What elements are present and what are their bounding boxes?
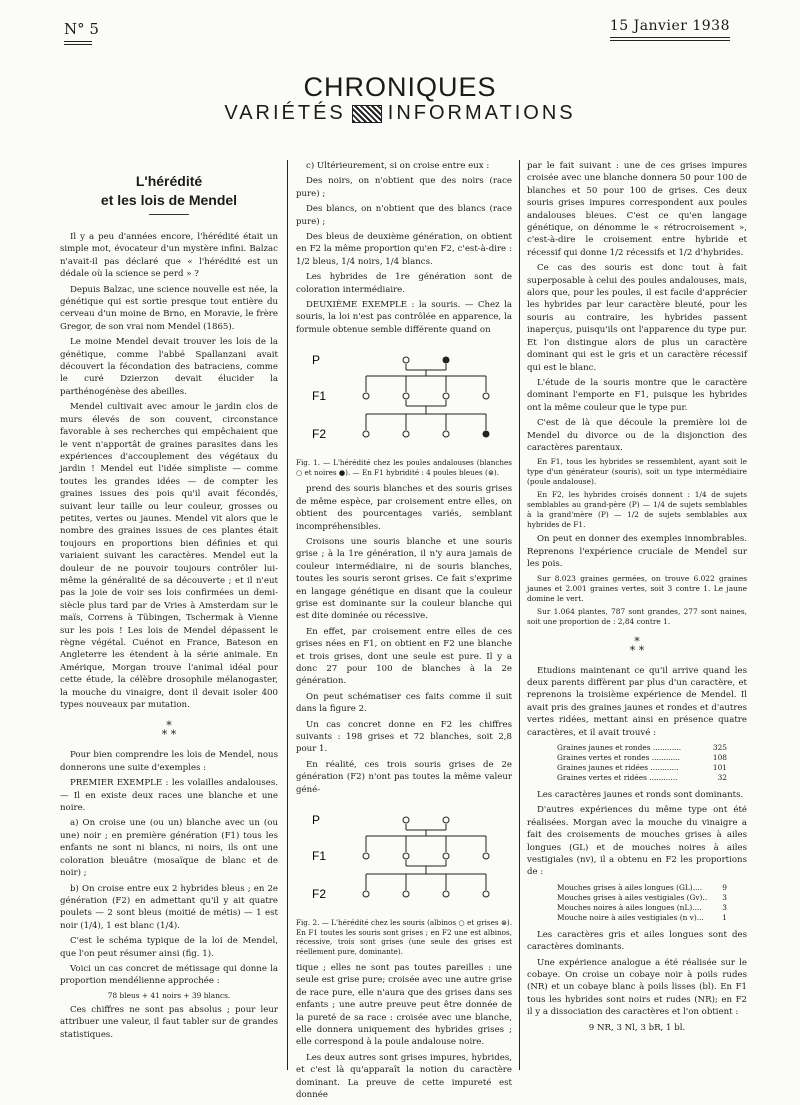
column-3 (527, 160, 747, 1037)
generation-label-f1: F1 (312, 389, 327, 404)
generation-label-f2: F2 (312, 427, 327, 442)
table-row: Mouches noires à ailes longues (nL).... 3 (557, 902, 727, 912)
paragraph: En effet, par croisement entre elles de ces grises nées en F1, on obtient en F2 une blanche et trois grises, dont une seule est pure. Il y a donc 27 pour 100 de blanches à la 2e génération. (296, 626, 512, 687)
table-row: Graines vertes et rondes ............ 108 (557, 753, 727, 762)
paragraph: DEUXIÈME EXEMPLE : la souris. — Chez la souris, la loi n'est pas contrôlée en apparence, la formule obtenue semble différente quand on (296, 300, 512, 335)
column-divider (287, 160, 288, 1070)
table-row: Graines jaunes et ridées ............ 101 (557, 763, 727, 772)
paragraph: Des bleus de deuxième génération, on obtient en F2 la même proportion qu'en F2, c'est-à-dire : 1/2 bleus, 1/4 noirs, 1/4 blancs. (296, 232, 512, 267)
paragraph: Le moine Mendel devait trouver les lois de la génétique, comme l'abbé Spallanzani avait découvert la fécondation des batraciens, comme le curé Dzierzon devait élucider la parthénogénèse des abeilles. (60, 337, 278, 397)
column-1 (60, 160, 278, 1044)
figure-2-caption: Fig. 2. — L'hérédité chez les souris (albinos ○ et grises ⊜). En F1 toutes les souris sont grises ; en F2 une est albinos, récessive, trois sont grises (une seule des grises est réellement pure, dominante). (296, 918, 512, 956)
paragraph: On peut schématiser ces faits comme il suit dans la figure 2. (296, 691, 512, 715)
example-figures: 78 bleus + 41 noirs + 39 blancs. (107, 990, 231, 1000)
paragraph: En F1, tous les hybrides se ressemblent, ayant soit le type d'un générateur (souris), soit un type intermédiaire (poule andalouse). (527, 457, 747, 487)
table-row: Mouches grises à ailes vestigiales (Gv).. 3 (557, 892, 727, 902)
paragraph: D'autres expériences du même type ont été réalisées. Morgan avec la mouche du vinaigre a fait des croisements de mouches grises à ailes longues (GL) et de mouches noires à ailes vestigiales (nv), il a obtenu en F2 les proportions de : (527, 805, 747, 878)
paragraph: Il y a peu d'années encore, l'hérédité était un simple mot, évocateur d'un mystère infini. Balzac n'avait-il pas déclaré que « l'hérédité est un dédale où la science se perd » ? (60, 232, 278, 280)
paragraph: tique ; elles ne sont pas toutes pareilles : une seule est grise pure; croisée avec une autre grise de race pure, elle n'aura que des grises dans ses enfants ; une autre preuve peut être donnée de la pureté de sa race : croisée avec une blanche, elle donnera uniquement des hybrides grises ; elle correspond à la poule andalouse noire. (296, 963, 512, 1048)
paragraph: Voici un cas concret de métissage qui donne la proportion mendélienne approchée : (60, 963, 278, 987)
figure-1-caption: Fig. 1. — L'hérédité chez les poules andalouses (blanches ○ et noires ●). — En F1 hybridité : 4 poules bleues (⊜). (296, 458, 512, 477)
flies-results-table (557, 883, 747, 923)
paragraph: Une expérience analogue a été réalisée sur le cobaye. On croise un cobaye noir à poils rudes (NR) et un cobaye blanc à poils lisses (bl). En F1 tous les hybrides sont noirs et rudes (NR); en F2 il y a dissociation des caractères et l'on obtient : (527, 957, 747, 1018)
paragraph: Les caractères jaunes et ronds sont dominants. (537, 790, 744, 800)
paragraph: Pour bien comprendre les lois de Mendel, nous donnerons une suite d'exemples : (60, 750, 278, 773)
paragraph: Croisons une souris blanche et une souris grise ; à la 1re génération, il n'y aura jamais de couleur intermédiaire, ni de souris blanches, toutes les souris seront grises. Ce fait s'exprime en langage génétique en disant que la couleur grise est dominante sur la couleur blanche qui est dite dominée ou récessive. (296, 536, 512, 622)
paragraph: C'est de là que découle la première loi de Mendel du divorce ou de la disjonction des caractères parentaux. (527, 418, 747, 453)
generation-label-f1: F1 (312, 849, 327, 864)
paragraph: Des blancs, on n'obtient que des blancs (race pure) ; (296, 204, 512, 227)
paragraph: En réalité, ces trois souris grises de 2e génération (F2) n'ont pas toutes la même valeur géné- (296, 759, 512, 795)
paragraph: On peut en donner des exemples innombrables. Reprenons l'expérience cruciale de Mendel sur les pois. (527, 534, 747, 570)
column-2 (296, 160, 512, 1105)
column-divider (519, 160, 520, 1070)
paragraph: Les hybrides de 1re génération sont de coloration intermédiaire. (296, 272, 512, 295)
issue-number: N° 5 (64, 20, 99, 45)
issue-date: 15 Janvier 1938 (610, 18, 730, 41)
paragraph: prend des souris blanches et des souris grises de même espèce, par croisement entre elles, on obtient des pourcentages variés, semblant incompréhensibles. (296, 484, 512, 532)
table-row: Mouche noire à ailes vestigiales (n v)... 1 (557, 912, 727, 922)
figure-1-diagram (296, 342, 512, 454)
paragraph: Les caractères gris et ailes longues sont des caractères dominants. (527, 929, 747, 953)
parent-black-hen (443, 357, 449, 363)
generation-label-f2: F2 (312, 887, 327, 902)
paragraph: En F2, les hybrides croisés donnent : 1/4 de sujets semblables au grand-père (P) — 1/4 de sujets semblables à la grand'mère (P) — 1/2 de sujets semblables aux hybrides de F1. (527, 490, 747, 530)
paragraph: par le fait suivant : une de ces grises impures croisée avec une blanche donnera 50 pour 100 de blanches et 50 pour 100 de grises. Ces deux souris grises impures correspondent aux poules andalouses bleues. C'est ce qu'en langage génétique, on dénomme le « rétrocroisement », c'est-à-dire le croisement entre hybride et récessif qui donne 1/2 récessifs et 1/2 d'hybrides. (527, 161, 747, 258)
section-separator: * * * (629, 634, 645, 657)
paragraph: Etudions maintenant ce qu'il arrive quand les deux parents diffèrent par plus d'un caractère, et reprenons la troisième expérience de Mendel. Il avait pris des graines jaunes et rondes et d'autres vertes ridées, mettant ainsi en présence quatre caractères, et il avait trouvé : (527, 665, 747, 738)
paragraph: Les deux autres sont grises impures, hybrides, et c'est là qu'apparaît la notion du caractère dominant. La preuve de cette impureté est donnée (296, 1052, 512, 1101)
paragraph: L'étude de la souris montre que le caractère dominant l'emporte en F1, puisque les hybrides ont la même couleur que le type pur. (527, 377, 747, 413)
parent-white-hen (403, 357, 409, 363)
figure-2-diagram (296, 802, 512, 914)
section-separator: * * * (161, 719, 177, 742)
masthead-title: CHRONIQUES (303, 72, 497, 102)
paragraph: Depuis Balzac, une science nouvelle est née, la génétique qui est sortie presque tout entière du cerveau d'un moine de Brno, en Moravie, le frère Gregor, de son vrai nom Mendel (1865). (60, 284, 278, 332)
cobaye-results: 9 NR, 3 Nl, 3 bR, 1 bl. (588, 1022, 686, 1033)
table-row: Mouches grises à ailes longues (GL).... 9 (557, 882, 727, 892)
article-title: L'hérédité et les lois de Mendel (100, 173, 238, 208)
masthead-subtitle: VARIÉTÉS INFORMATIONS (224, 102, 576, 124)
table-row: Graines jaunes et rondes ............ 325 (557, 743, 727, 752)
paragraph: Un cas concret donne en F2 les chiffres suivants : 198 grises et 72 blanches, soit 2,8 pour 1. (296, 719, 512, 755)
paragraph: C'est le schéma typique de la loi de Mendel, que l'on peut résumer ainsi (fig. 1). (60, 936, 278, 959)
masthead-ornament-icon (352, 105, 382, 123)
paragraph: Mendel cultivait avec amour le jardin clos de murs élevés de son couvent, circonstance favorable à ses recherches qui empêchaient que le vent n'apportât de graines parasites dans les expériences d'accouplement des végétaux du jardin ! Mendel eut l'idée simpliste — comme toutes les grandes idées — de compter les graines issues des pois qu'il avait fécondés, suivant leur taille ou leur couleur, grosses ou petites, vertes ou jaunes. Mendel vit alors que le nombre des graines issues de ces plantes était toujours en proportions bien définies et qui variaient suivant les caractères. Mendel eut la douleur de ne pouvoir toujours contrôler lui-même la généralité de sa découverte ; et il n'eut pas la joie de voir ses lois confirmées un demi-siècle plus tard par de Vries à Amsterdam sur le maïs, Correns à Tübingen, Tschermak à Vienne sur les pois ! Les lois de Mendel dépassent le règne végétal. Cuénot en France, Bateson en Angleterre les étendent à la série animale. En Amérique, Morgan trouve l'animal idéal pour cette étude, la célèbre drosophile mélanogaster, la mouche du vinaigre, dont il devait isoler 400 types nouveaux par mutation. (60, 402, 278, 711)
paragraph: PREMIER EXEMPLE : les volailles andalouses. — Il en existe deux races une blanche et une noire. (60, 778, 278, 814)
generation-label-p: P (312, 353, 321, 368)
paragraph: Ce cas des souris est donc tout à fait superposable à celui des poules andalouses, mais, alors que, pour les poules, il est facile d'apprécier les hybrides par leur caractère bleuté, pour les souris au contraire, les hybrides passent inaperçus, puisqu'ils ont l'apparence du type pur. Et l'on distingue alors de plus un caractère dominant qui est le gris et un caractère récessif qui est le blanc. (527, 263, 747, 373)
paragraph: Ces chiffres ne sont pas absolus ; pour leur attribuer une valeur, il faut tabler sur de grandes statistiques. (60, 1004, 278, 1040)
peas-results-table (557, 743, 747, 783)
paragraph: b) On croise entre eux 2 hybrides bleus ; en 2e génération (F2) en admettant qu'il y ait quatre poulets — 2 sont bleus (moitié de métis) — 1 est noir (1/4), 1 est blanc (1/4). (60, 883, 278, 931)
table-row: Graines vertes et ridées ............ 32 (557, 773, 727, 782)
paragraph: Sur 1.064 plantes, 787 sont grandes, 277 sont naines, soit une proportion de : 2,84 contre 1. (527, 606, 747, 626)
paragraph: Sur 8.023 graines germées, on trouve 6.022 graines jaunes et 2.001 graines vertes, soit 3 contre 1. Le jaune domine le vert. (527, 573, 747, 603)
paragraph: a) On croise une (ou un) blanche avec un (ou une) noir ; en première génération (F1) tous les enfants ne sont ni blancs, ni noirs, ils ont une coloration bleuâtre (mosaïque de blanc et de noir) ; (60, 818, 278, 879)
generation-label-p: P (312, 813, 321, 828)
paragraph: Des noirs, on n'obtient que des noirs (race pure) ; (296, 176, 512, 199)
paragraph: c) Ultérieurement, si on croise entre eux : (306, 161, 490, 171)
